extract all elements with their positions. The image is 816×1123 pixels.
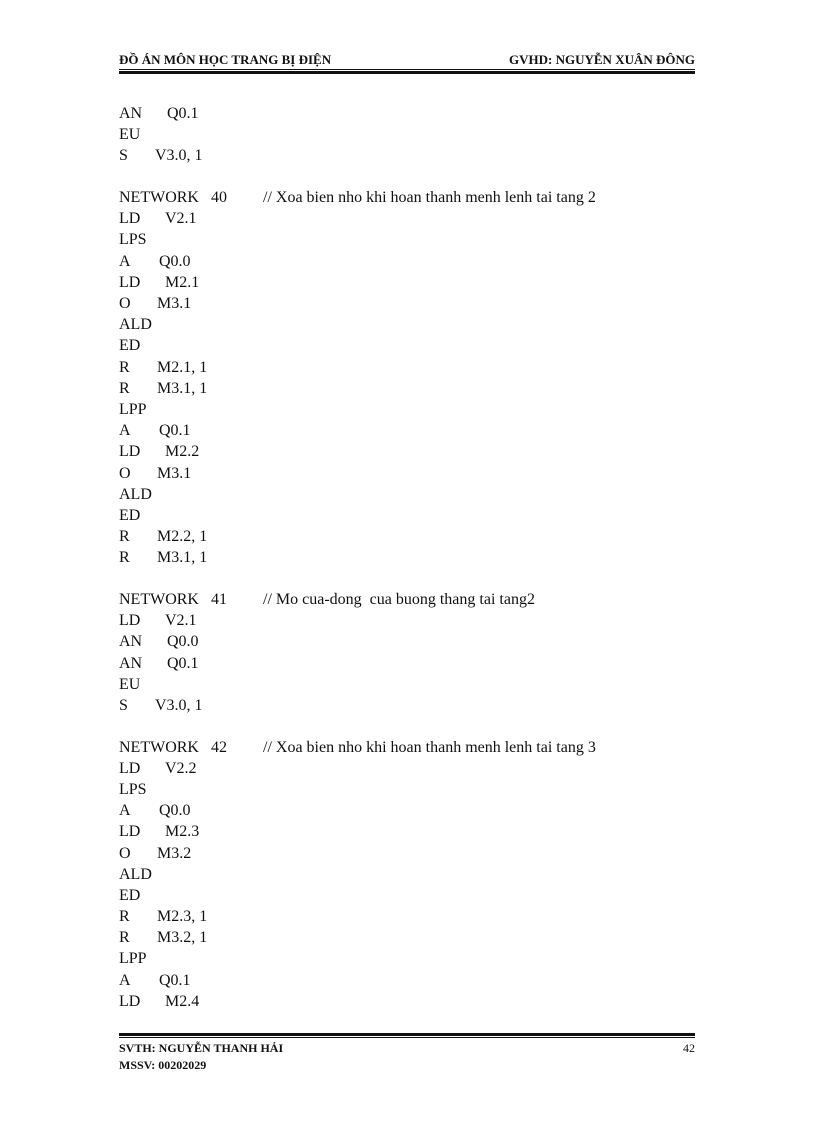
instruction-line (119, 526, 695, 547)
instruction-op: AN (119, 105, 143, 122)
instruction-operand: V3.0, 1 (155, 696, 203, 714)
instruction-line (119, 463, 695, 484)
instruction-operand: M3.1, 1 (157, 379, 208, 397)
instruction-op: R (119, 528, 130, 546)
instruction-line (119, 420, 695, 441)
instruction-operand: M2.3, 1 (157, 908, 208, 926)
instruction-line (119, 948, 695, 969)
instruction-line (119, 103, 695, 124)
instruction-operand: M3.2 (157, 844, 192, 862)
instruction-op: AN (119, 633, 143, 651)
instruction-op: A (119, 422, 131, 440)
instruction-line (119, 378, 695, 399)
instruction-op: LD (119, 210, 141, 228)
block-gap (119, 716, 695, 737)
instruction-line (119, 251, 695, 272)
instruction-line (119, 843, 695, 864)
instruction-op: LD (119, 823, 141, 841)
network-comment: // Xoa bien nho khi hoan thanh menh lenh tai tang 3 (263, 738, 596, 756)
instruction-line (119, 229, 695, 250)
footer-student-name: SVTH: NGUYỄN THANH HẢI (119, 1041, 284, 1055)
instruction-operand: Q0.1 (159, 971, 191, 989)
instruction-operand: M2.2 (165, 443, 200, 461)
instruction-op: A (119, 971, 131, 989)
instruction-line (119, 991, 695, 1012)
instruction-operand: Q0.0 (167, 633, 199, 651)
instruction-operand: Q0.0 (159, 802, 191, 820)
instruction-op: O (119, 844, 131, 862)
instruction-line (119, 208, 695, 229)
instruction-line (119, 864, 695, 885)
instruction-op: LD (119, 273, 141, 291)
instruction-operand: M2.1 (165, 273, 200, 291)
instruction-operand: M2.2, 1 (157, 528, 208, 546)
instruction-operand: M2.3 (165, 823, 200, 841)
instruction-line (119, 335, 695, 356)
instruction-line (119, 484, 695, 505)
instruction-operand: Q0.1 (159, 422, 191, 440)
instruction-op: A (119, 252, 131, 270)
network-comment: // Mo cua-dong cua buong thang tai tang2 (263, 590, 535, 608)
network-label: NETWORK (119, 590, 199, 608)
instruction-line (119, 610, 695, 631)
instruction-line (119, 674, 695, 695)
instruction-line (119, 357, 695, 378)
instruction-operand: V3.0, 1 (155, 147, 203, 165)
network-header (119, 589, 695, 610)
instruction-op: LPS (119, 780, 147, 798)
instruction-op: R (119, 379, 130, 397)
instruction-op: ED (119, 886, 141, 904)
instruction-operand: Q0.1 (167, 654, 199, 672)
instruction-op: LPP (119, 950, 147, 968)
network-label: NETWORK (119, 189, 199, 207)
instruction-operand: V2.2 (165, 759, 197, 777)
instruction-op: LD (119, 612, 141, 630)
network-number: 42 (211, 738, 227, 756)
instruction-line (119, 885, 695, 906)
instruction-line (119, 314, 695, 335)
network-comment: // Xoa bien nho khi hoan thanh menh lenh tai tang 2 (263, 189, 596, 207)
code-listing (119, 103, 695, 1012)
instruction-line (119, 272, 695, 293)
instruction-line (119, 441, 695, 462)
page-header (119, 52, 695, 68)
instruction-op: S (119, 696, 128, 714)
instruction-line (119, 927, 695, 948)
instruction-operand: M2.1, 1 (157, 358, 208, 376)
instruction-operand: M3.2, 1 (157, 929, 208, 947)
instruction-op: R (119, 358, 130, 376)
instruction-line (119, 800, 695, 821)
instruction-op: LPP (119, 400, 147, 418)
instruction-operand: V2.1 (165, 612, 197, 630)
instruction-line (119, 505, 695, 526)
instruction-line (119, 145, 695, 166)
instruction-line (119, 970, 695, 991)
instruction-operand: M3.1 (157, 295, 192, 312)
instruction-op: S (119, 147, 128, 165)
instruction-line (119, 124, 695, 145)
block-gap (119, 167, 695, 188)
instruction-line (119, 399, 695, 420)
instruction-line (119, 821, 695, 842)
instruction-op: ED (119, 506, 141, 524)
header-rule (119, 69, 695, 74)
instruction-line (119, 293, 695, 314)
footer-student-id: MSSV: 00202029 (119, 1058, 207, 1072)
instruction-line (119, 547, 695, 568)
instruction-op: O (119, 295, 131, 312)
instruction-op: ALD (119, 316, 152, 334)
instruction-op: LD (119, 992, 141, 1010)
instruction-operand: V2.1 (165, 210, 197, 228)
header-course-title: ĐỒ ÁN MÔN HỌC TRANG BỊ ĐIỆN (119, 52, 332, 67)
instruction-op: R (119, 549, 130, 567)
network-number: 40 (211, 189, 227, 207)
instruction-op: ED (119, 337, 141, 355)
page-number: 42 (683, 1041, 695, 1055)
block-gap (119, 568, 695, 589)
instruction-op: AN (119, 654, 143, 672)
network-header (119, 737, 695, 758)
instruction-operand: M2.4 (165, 992, 200, 1010)
network-header (119, 187, 695, 208)
instruction-operand: M3.1, 1 (157, 549, 208, 567)
instruction-operand: Q0.0 (159, 252, 191, 270)
instruction-op: LPS (119, 231, 147, 249)
instruction-line (119, 653, 695, 674)
instruction-operand: M3.1 (157, 464, 192, 482)
instruction-op: O (119, 464, 131, 482)
instruction-line (119, 631, 695, 652)
network-number: 41 (211, 590, 227, 608)
instruction-line (119, 779, 695, 800)
instruction-op: R (119, 929, 130, 947)
instruction-op: A (119, 802, 131, 820)
instruction-op: ALD (119, 865, 152, 883)
instruction-op: LD (119, 759, 141, 777)
instruction-line (119, 758, 695, 779)
network-label: NETWORK (119, 738, 199, 756)
instruction-op: EU (119, 126, 141, 144)
instruction-operand: Q0.1 (167, 105, 199, 122)
instruction-op: R (119, 908, 130, 926)
instruction-op: ALD (119, 485, 152, 503)
footer-rule (119, 1033, 695, 1038)
instruction-op: EU (119, 675, 141, 693)
instruction-op: LD (119, 443, 141, 461)
header-advisor: GVHD: NGUYỄN XUÂN ĐÔNG (509, 52, 695, 67)
instruction-line (119, 906, 695, 927)
instruction-line (119, 695, 695, 716)
